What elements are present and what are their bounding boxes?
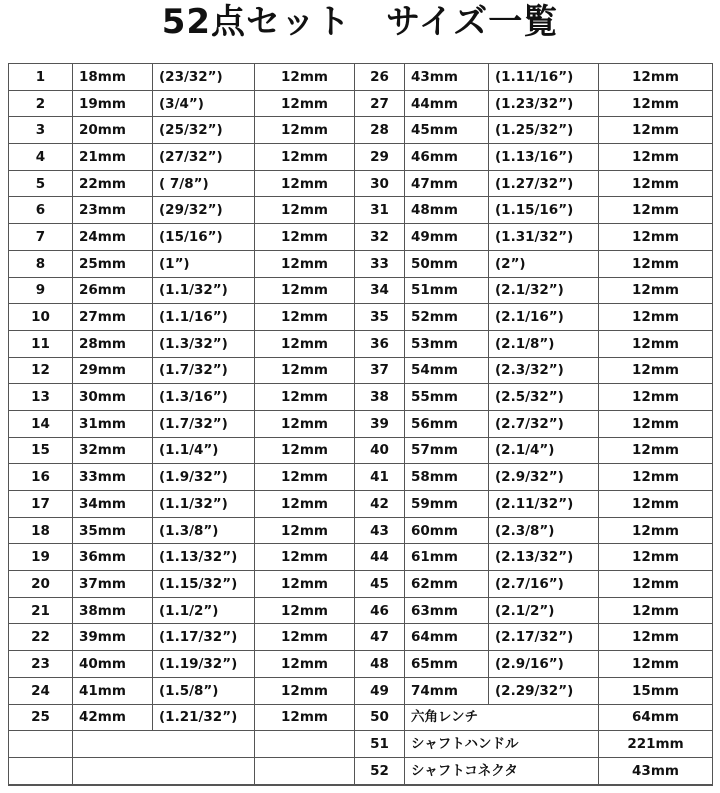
socket-number: 28 [355,117,405,144]
drive-size: 12mm [599,437,713,464]
socket-number: 35 [355,304,405,331]
empty-cell [73,731,255,758]
socket-size-inch: (25/32”) [153,117,255,144]
drive-size: 12mm [255,464,355,491]
accessory-name: シャフトハンドル [405,731,599,758]
table-row [9,64,713,91]
socket-number: 25 [9,704,73,731]
socket-size-inch: (1.3/32”) [153,330,255,357]
socket-size-mm: 63mm [405,597,489,624]
socket-size-mm: 60mm [405,517,489,544]
socket-number: 18 [9,517,73,544]
table-row [9,410,713,437]
table-row [9,330,713,357]
empty-cell [9,731,73,758]
table-row [9,491,713,518]
socket-number: 46 [355,597,405,624]
empty-cell [255,757,355,784]
socket-number: 8 [9,250,73,277]
accessory-name: 六角レンチ [405,704,599,731]
socket-number: 47 [355,624,405,651]
accessory-number: 50 [355,704,405,731]
drive-size: 12mm [255,197,355,224]
socket-size-mm: 65mm [405,651,489,678]
socket-size-mm: 50mm [405,250,489,277]
socket-number: 10 [9,304,73,331]
drive-size: 12mm [255,410,355,437]
drive-size: 12mm [255,330,355,357]
drive-size: 12mm [599,277,713,304]
socket-size-mm: 31mm [73,410,153,437]
socket-size-mm: 25mm [73,250,153,277]
drive-size: 12mm [255,144,355,171]
accessory-number: 52 [355,757,405,784]
drive-size: 12mm [255,517,355,544]
empty-cell [73,784,255,785]
socket-number: 21 [9,597,73,624]
socket-size-inch: (1.23/32”) [489,90,599,117]
socket-size-inch: (15/16”) [153,224,255,251]
table-row [9,784,713,785]
drive-size: 12mm [599,517,713,544]
socket-number: 31 [355,197,405,224]
socket-number: 30 [355,170,405,197]
table-row [9,357,713,384]
socket-size-mm: 64mm [405,624,489,651]
table-row [9,624,713,651]
socket-number: 37 [355,357,405,384]
table-row [9,224,713,251]
socket-number: 22 [9,624,73,651]
socket-size-mm: 51mm [405,277,489,304]
socket-number: 34 [355,277,405,304]
socket-size-mm: 47mm [405,170,489,197]
socket-size-inch: (1.3/8”) [153,517,255,544]
socket-number: 20 [9,571,73,598]
socket-size-mm: 45mm [405,117,489,144]
socket-size-inch: (23/32”) [153,64,255,91]
drive-size: 12mm [599,64,713,91]
socket-size-inch: (1.19/32”) [153,651,255,678]
socket-size-inch: (27/32”) [153,144,255,171]
socket-size-mm: 21mm [73,144,153,171]
socket-number: 7 [9,224,73,251]
socket-number: 16 [9,464,73,491]
drive-size: 12mm [599,250,713,277]
drive-size: 12mm [599,90,713,117]
drive-size: 12mm [599,597,713,624]
socket-number: 27 [355,90,405,117]
socket-number: 33 [355,250,405,277]
socket-size-mm: 59mm [405,491,489,518]
socket-number: 12 [9,357,73,384]
size-table-body [9,64,713,786]
drive-size: 12mm [599,357,713,384]
socket-number: 49 [355,677,405,704]
table-row [9,651,713,678]
socket-size-mm: 61mm [405,544,489,571]
socket-number: 19 [9,544,73,571]
socket-number: 24 [9,677,73,704]
socket-number: 32 [355,224,405,251]
socket-size-inch: (2.13/32”) [489,544,599,571]
drive-size: 12mm [255,437,355,464]
socket-number: 1 [9,64,73,91]
drive-size: 12mm [599,197,713,224]
socket-size-mm: 19mm [73,90,153,117]
table-row [9,597,713,624]
empty-cell [255,784,355,785]
socket-size-mm: 35mm [73,517,153,544]
drive-size: 12mm [255,491,355,518]
socket-size-mm: 42mm [73,704,153,731]
socket-size-mm: 48mm [405,197,489,224]
drive-size: 12mm [599,491,713,518]
socket-size-mm: 33mm [73,464,153,491]
table-row [9,757,713,784]
socket-size-inch: (2.1/4”) [489,437,599,464]
socket-size-mm: 41mm [73,677,153,704]
accessory-number [355,784,405,785]
socket-number: 2 [9,90,73,117]
socket-number: 17 [9,491,73,518]
table-row [9,250,713,277]
drive-size: 12mm [599,224,713,251]
socket-size-mm: 54mm [405,357,489,384]
socket-size-mm: 20mm [73,117,153,144]
socket-size-inch: (2.7/32”) [489,410,599,437]
table-row [9,170,713,197]
socket-size-inch: (2.9/32”) [489,464,599,491]
socket-size-inch: (1.1/2”) [153,597,255,624]
socket-size-inch: (1.7/32”) [153,410,255,437]
size-table [8,63,713,786]
socket-size-inch: (1.5/8”) [153,677,255,704]
socket-size-inch: (1.21/32”) [153,704,255,731]
socket-number: 42 [355,491,405,518]
drive-size: 12mm [255,571,355,598]
drive-size: 12mm [599,544,713,571]
socket-size-mm: 38mm [73,597,153,624]
socket-size-inch: (2.3/32”) [489,357,599,384]
socket-size-inch: (2.1/8”) [489,330,599,357]
socket-number: 5 [9,170,73,197]
empty-cell [9,757,73,784]
socket-size-mm: 56mm [405,410,489,437]
socket-size-mm: 40mm [73,651,153,678]
socket-size-inch: (2.3/8”) [489,517,599,544]
socket-size-inch: (1.13/32”) [153,544,255,571]
drive-size: 12mm [599,330,713,357]
socket-size-mm: 62mm [405,571,489,598]
drive-size: 15mm [599,677,713,704]
table-row [9,437,713,464]
socket-number: 38 [355,384,405,411]
socket-size-inch: (1.7/32”) [153,357,255,384]
socket-number: 11 [9,330,73,357]
table-row [9,384,713,411]
socket-number: 45 [355,571,405,598]
socket-size-inch: (1.25/32”) [489,117,599,144]
drive-size: 12mm [255,64,355,91]
drive-size: 12mm [599,410,713,437]
drive-size: 12mm [255,597,355,624]
socket-number: 14 [9,410,73,437]
table-row [9,304,713,331]
table-row [9,144,713,171]
socket-size-mm: 37mm [73,571,153,598]
drive-size: 12mm [599,651,713,678]
socket-number: 15 [9,437,73,464]
socket-size-mm: 26mm [73,277,153,304]
empty-cell [9,784,73,785]
socket-number: 4 [9,144,73,171]
socket-size-mm: 27mm [73,304,153,331]
accessory-number: 51 [355,731,405,758]
socket-size-inch: (2”) [489,250,599,277]
drive-size: 12mm [255,677,355,704]
accessory-length [599,784,713,785]
drive-size: 12mm [255,250,355,277]
socket-number: 39 [355,410,405,437]
table-row [9,571,713,598]
socket-number: 9 [9,277,73,304]
drive-size: 12mm [255,704,355,731]
socket-number: 43 [355,517,405,544]
socket-size-inch: (1.1/32”) [153,491,255,518]
socket-size-inch: (1.15/32”) [153,571,255,598]
socket-size-mm: 58mm [405,464,489,491]
table-row [9,464,713,491]
socket-size-inch: (1”) [153,250,255,277]
page-title: 52点セット サイズ一覧 [161,2,559,42]
socket-size-mm: 24mm [73,224,153,251]
table-row [9,704,713,731]
socket-size-inch: (3/4”) [153,90,255,117]
socket-size-mm: 49mm [405,224,489,251]
socket-size-mm: 43mm [405,64,489,91]
socket-number: 44 [355,544,405,571]
socket-size-inch: (1.1/16”) [153,304,255,331]
socket-number: 40 [355,437,405,464]
drive-size: 12mm [599,464,713,491]
drive-size: 12mm [255,170,355,197]
socket-size-inch: (2.17/32”) [489,624,599,651]
socket-size-inch: (2.1/16”) [489,304,599,331]
socket-size-mm: 28mm [73,330,153,357]
socket-size-mm: 18mm [73,64,153,91]
drive-size: 12mm [599,624,713,651]
socket-size-inch: (1.1/32”) [153,277,255,304]
socket-size-inch: (1.13/16”) [489,144,599,171]
accessory-name [405,784,599,785]
socket-size-mm: 53mm [405,330,489,357]
drive-size: 12mm [255,117,355,144]
socket-size-mm: 46mm [405,144,489,171]
socket-size-inch: (2.5/32”) [489,384,599,411]
drive-size: 12mm [599,144,713,171]
socket-number: 6 [9,197,73,224]
socket-size-inch: (1.9/32”) [153,464,255,491]
drive-size: 12mm [255,384,355,411]
socket-size-mm: 32mm [73,437,153,464]
empty-cell [73,757,255,784]
table-row [9,117,713,144]
socket-size-mm: 57mm [405,437,489,464]
table-row [9,197,713,224]
socket-size-mm: 74mm [405,677,489,704]
socket-size-inch: (1.27/32”) [489,170,599,197]
socket-size-inch: (1.17/32”) [153,624,255,651]
drive-size: 12mm [599,117,713,144]
accessory-name: シャフトコネクタ [405,757,599,784]
socket-size-mm: 22mm [73,170,153,197]
socket-size-mm: 34mm [73,491,153,518]
drive-size: 12mm [599,304,713,331]
socket-number: 26 [355,64,405,91]
socket-size-inch: (2.11/32”) [489,491,599,518]
accessory-length: 221mm [599,731,713,758]
drive-size: 12mm [599,571,713,598]
accessory-length: 43mm [599,757,713,784]
empty-cell [255,731,355,758]
socket-size-inch: (2.7/16”) [489,571,599,598]
socket-size-inch: (2.1/2”) [489,597,599,624]
socket-size-mm: 39mm [73,624,153,651]
drive-size: 12mm [255,224,355,251]
socket-size-inch: (1.11/16”) [489,64,599,91]
socket-size-inch: (1.31/32”) [489,224,599,251]
socket-number: 48 [355,651,405,678]
accessory-length: 64mm [599,704,713,731]
socket-size-mm: 23mm [73,197,153,224]
socket-size-inch: (1.3/16”) [153,384,255,411]
socket-number: 41 [355,464,405,491]
table-row [9,677,713,704]
drive-size: 12mm [599,170,713,197]
socket-size-inch: (2.9/16”) [489,651,599,678]
socket-size-inch: (1.1/4”) [153,437,255,464]
table-row [9,277,713,304]
socket-size-inch: ( 7/8”) [153,170,255,197]
socket-number: 13 [9,384,73,411]
drive-size: 12mm [255,90,355,117]
table-row [9,90,713,117]
socket-size-inch: (2.1/32”) [489,277,599,304]
drive-size: 12mm [255,624,355,651]
socket-number: 36 [355,330,405,357]
drive-size: 12mm [255,651,355,678]
table-row [9,731,713,758]
drive-size: 12mm [255,277,355,304]
table-row [9,544,713,571]
drive-size: 12mm [255,544,355,571]
socket-size-inch: (29/32”) [153,197,255,224]
socket-number: 3 [9,117,73,144]
socket-size-mm: 44mm [405,90,489,117]
drive-size: 12mm [255,357,355,384]
drive-size: 12mm [255,304,355,331]
socket-size-mm: 52mm [405,304,489,331]
socket-size-mm: 36mm [73,544,153,571]
socket-number: 23 [9,651,73,678]
socket-size-mm: 29mm [73,357,153,384]
socket-number: 29 [355,144,405,171]
table-row [9,517,713,544]
socket-size-mm: 55mm [405,384,489,411]
socket-size-inch: (2.29/32”) [489,677,599,704]
socket-size-inch: (1.15/16”) [489,197,599,224]
drive-size: 12mm [599,384,713,411]
socket-size-mm: 30mm [73,384,153,411]
